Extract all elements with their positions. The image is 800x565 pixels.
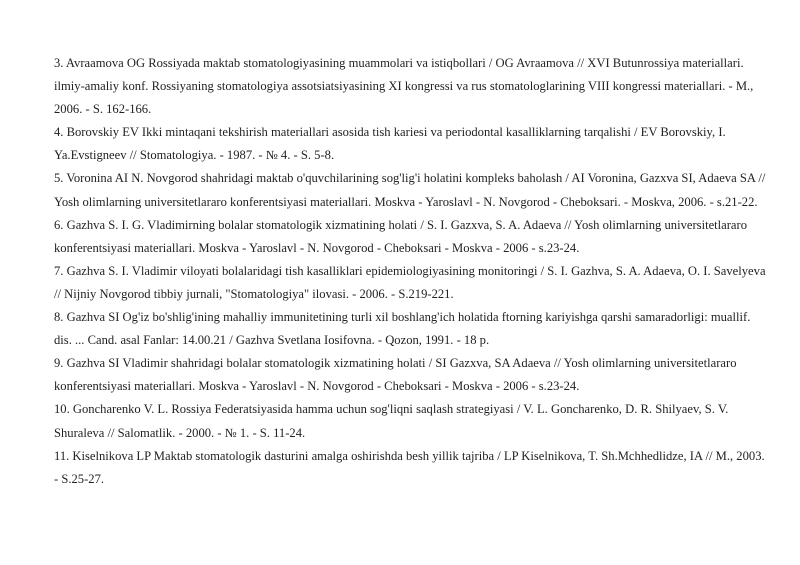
reference-item-11: 11. Kiselnikova LP Maktab stomatologik dasturini amalga oshirishda besh yillik tajriba / LP Kiselnikova, T. Sh.Mchhedlidze, IA // M., 2003. - S.25-27. (54, 448, 765, 486)
reference-item-9: 9. Gazhva SI Vladimir shahridagi bolalar stomatologik xizmatining holati / SI Gazxva, SA Adaeva // Yosh olimlarning universitetlararo konferentsiyasi materiallari. Moskva - Yaroslavl - N. Novgorod - Cheboksari - Moskva - 2006 - s.23-24. (54, 356, 737, 394)
reference-item-6: 6. Gazhva S. I. G. Vladimirning bolalar stomatologik xizmatining holati / S. I. Gazxva, S. A. Adaeva // Yosh olimlarning universitetlararo konferentsiyasi materiallari. Moskva - Yaroslavl - N. Novgorod - Cheboksari - Moskva - 2006 - s.23-24. (54, 217, 748, 255)
reference-item-8: 8. Gazhva SI Og'iz bo'shlig'ining mahalliy immunitetining turli xil boshlang'ich holatida ftorning kariyishga qarshi samaradorligi: muallif. dis. ... Cand. asal Fanlar: 14.00.21 / Gazhva Svetlana Iosifovna. - Qozon, 1991. - 18 p. (54, 310, 751, 348)
reference-list (54, 52, 766, 491)
reference-item-10: 10. Goncharenko V. L. Rossiya Federatsiyasida hamma uchun sog'liqni saqlash strategiyasi / V. L. Goncharenko, D. R. Shilyaev, S. V. Shuraleva // Salomatlik. - 2000. - № 1. - S. 11-24. (54, 402, 729, 440)
reference-item-4: 4. Borovskiy EV Ikki mintaqani tekshirish materiallari asosida tish kariesi va periodontal kasalliklarning tarqalishi / EV Borovskiy, I. Ya.Evstigneev // Stomatologiya. - 1987. - № 4. - S. 5-8. (54, 125, 726, 163)
reference-item-7: 7. Gazhva S. I. Vladimir viloyati bolalaridagi tish kasalliklari epidemiologiyasining monitoringi / S. I. Gazhva, S. A. Adaeva, O. I. Savelyeva // Nijniy Novgorod tibbiy jurnali, "Stomatologiya" ilovasi. - 2006. - S.219-221. (54, 263, 766, 301)
reference-item-3: 3. Avraamova OG Rossiyada maktab stomatologiyasining muammolari va istiqbollari / OG Avraamova // XVI Butunrossiya materiallari. ilmiy-amaliy konf. Rossiyaning stomatologiya assotsiatsiyasining XI kongressi va rus stomatologlarining VIII kongressi materiallari. - M., 2006. - S. 162-166. (54, 56, 754, 117)
reference-item-5: 5. Voronina AI N. Novgorod shahridagi maktab o'quvchilarining sog'lig'i holatini kompleks baholash / AI Voronina, Gazxva SI, Adaeva SA // Yosh olimlarning universitetlararo konferentsiyasi materiallari. Moskva - Yaroslavl - N. Novgorod - Cheboksari. - Moskva, 2006. - s.21-22. (54, 171, 766, 209)
